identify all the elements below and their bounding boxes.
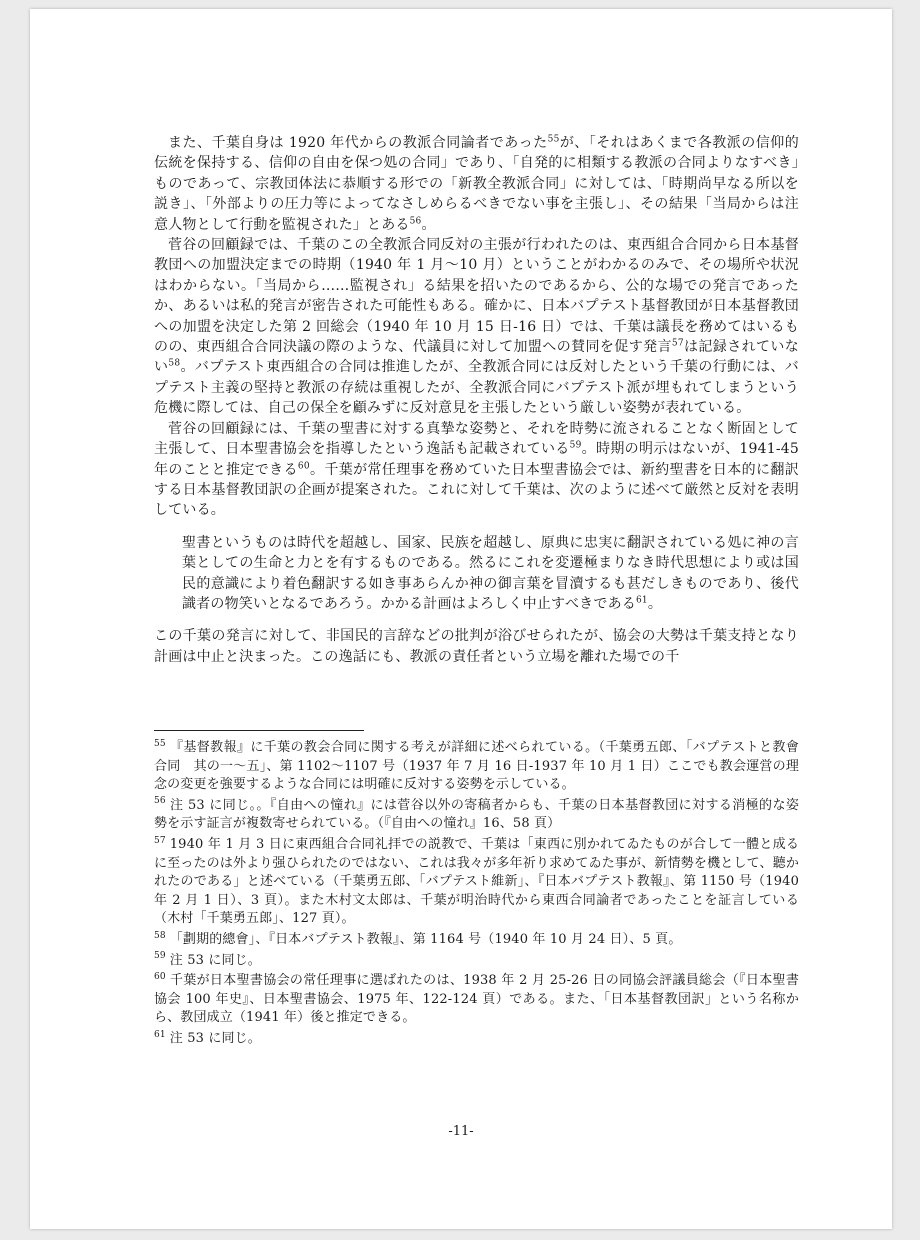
footnote-ref-56[interactable]: 56 bbox=[409, 215, 422, 226]
footnote-55 bbox=[154, 739, 799, 795]
document-page bbox=[30, 9, 892, 1229]
footnote-number: 56 bbox=[154, 796, 166, 807]
footnote-number: 60 bbox=[154, 971, 166, 982]
footnote-61 bbox=[154, 1030, 799, 1049]
footnote-58 bbox=[154, 931, 799, 950]
page-number: -11- bbox=[448, 1124, 474, 1139]
body-text bbox=[154, 133, 799, 667]
footnote-text: 注 53 に同じ。 bbox=[169, 952, 261, 968]
paragraph-3 bbox=[154, 419, 799, 521]
text-run: 聖書というものは時代を超越し、国家、民族を超越し、原典に忠実に翻訳されている処に神の言葉としての生命と力とを有するものである。然るにこれを変遷極まりなき時代思想により或は国民的意識により着色翻訳する如き事あらんか神の御言葉を冒瀆するも甚だしきものであり、後代識者の物笑いとなるであろう。かかる計画はよろしく中止すべきである bbox=[182, 534, 799, 612]
footnote-text: 『基督教報』に千葉の教会合同に関する考えが詳細に述べられている。（千葉勇五郎、「バプテストと教會合同 其の一～五」、第 1102～1107 号（1937 年 7 月 16 日-1937 年 10 月 1 日）ここでも教会運営の理念の変更を強要するような合同には明確に反対する姿勢を示している。 bbox=[154, 740, 799, 793]
footnote-number: 59 bbox=[154, 951, 166, 962]
footnote-ref-59[interactable]: 59 bbox=[569, 440, 582, 451]
text-run: 菅谷の回顧録では、千葉のこの全教派合同反対の主張が行われたのは、東西組合合同から日本基督教団への加盟決定までの時期（1940 年 1 月～10 月）ということがわかるのみで、その場所や状況はわからない。「当局から……監視され」る結果を招いたのであるから、公的な場での発言であったか、あるいは私的発言が密告された可能性もある。確かに、日本バプテスト基督教団が日本基督教団への加盟を決定した第 2 回総会（1940 年 10 月 15 日-16 日）では、千葉は議長を務めてはいるものの、東西組合合同決議の際のような、代議員に対して加盟への賛同を促す発言 bbox=[154, 237, 799, 356]
text-run: 。バプテスト東西組合の合同は推進したが、全教派合同には反対したという千葉の行動には、バプテスト主義の堅持と教派の存続は重視したが、全教派合同にバプテスト派が埋もれてしまうという危機に際しては、自己の保全を顧みずに反対意見を主張したという厳しい姿勢が表れている。 bbox=[154, 359, 799, 417]
text-run: また、千葉自身は 1920 年代からの教派合同論者であった bbox=[168, 135, 548, 151]
footnote-ref-61[interactable]: 61 bbox=[635, 595, 648, 606]
text-run: 。千葉が常任理事を務めていた日本聖書協会では、新約聖書を日本的に翻訳する日本基督教団訳の企画が提案された。これに対して千葉は、次のように述べて厳然と反対を表明している。 bbox=[154, 461, 799, 519]
text-run: 菅谷の回顧録には、千葉の聖書に対する真摯な姿勢と、それを時勢に流されることなく断固として主張して、日本聖書協会を指導したという逸話も記載されている bbox=[154, 420, 799, 458]
block-quote bbox=[182, 533, 799, 615]
footnote-number: 55 bbox=[154, 738, 166, 749]
footnotes bbox=[154, 739, 799, 1051]
footnote-number: 58 bbox=[154, 930, 166, 941]
footnote-text: 千葉が日本聖書協会の常任理事に選ばれたのは、1938 年 2 月 25-26 日の同協会評議員総会（『日本聖書協会 100 年史』、日本聖書協会、1975 年、122-124 頁）である。また、「日本基督教団訳」という名称から、教団成立（1941 年）後と推定できる。 bbox=[154, 973, 799, 1026]
text-run: 。 bbox=[647, 595, 663, 612]
footnote-ref-58[interactable]: 58 bbox=[168, 358, 181, 369]
footnote-separator bbox=[154, 730, 364, 731]
paragraph-4: この千葉の発言に対して、非国民的言辞などの批判が浴びせられたが、協会の大勢は千葉支持となり計画は中止と決まった。この逸話にも、教派の責任者という立場を離れた場での千 bbox=[154, 628, 799, 665]
footnote-56 bbox=[154, 797, 799, 834]
text-run: 。 bbox=[421, 216, 436, 233]
footnote-text: 注 53 に同じ。。『自由への憧れ』には菅谷以外の寄稿者からも、千葉の日本基督教団に対する消極的な姿勢を示す証言が複数寄せられている。（『自由への憧れ』16、58 頁） bbox=[154, 797, 799, 832]
paragraph-2 bbox=[154, 235, 799, 419]
paragraph-1 bbox=[154, 133, 799, 235]
footnote-59 bbox=[154, 952, 799, 971]
text-run: は記録されていない bbox=[154, 339, 799, 376]
footnote-60 bbox=[154, 972, 799, 1028]
footnote-ref-57[interactable]: 57 bbox=[671, 338, 684, 349]
text-run: が、「それはあくまで各教派の信仰的伝統を保持する、信仰の自由を保つ処の合同」であり、「自発的に相類する教派の合同よりなすべき」ものであって、宗教団体法に恭順する形での「新教全教派合同」に対しては、「時期尚早なる所以を説き」、「外部よりの圧力等によってなさしめらるべきでない事を主張し」、その結果「当局からは注意人物として行動を監視された」とある bbox=[154, 135, 799, 233]
footnote-number: 57 bbox=[154, 835, 166, 846]
footnote-text: 注 53 に同じ。 bbox=[169, 1030, 261, 1046]
footnote-text: 1940 年 1 月 3 日に東西組合合同礼拝での説教で、千葉は「東西に別かれてゐたものが合して一體と成るに至ったのは外より强ひられたのではない、これは我々が多年祈り求めてゐた事が、新情勢を機として、聽かれたのである」と述べている（千葉勇五郎、「バプテスト維新」、『日本バプテスト教報』、第 1150 号（1940 年 2 月 1 日）、3 頁）。また木村文太郎は、千葉が明治時代から東西合同論者であったことを証言している（木村「千葉勇五郎」、127 頁）。 bbox=[154, 836, 799, 927]
footnote-ref-60[interactable]: 60 bbox=[297, 460, 310, 471]
footnote-number: 61 bbox=[154, 1029, 166, 1040]
footnote-57 bbox=[154, 836, 799, 929]
text-run: 。時期の明示はないが、1941-45 年のことと推定できる bbox=[154, 441, 799, 478]
footnote-text: 「劃期的總會」、『日本バプテスト教報』、第 1164 号（1940 年 10 月 24 日）、5 頁。 bbox=[169, 931, 682, 947]
footnote-ref-55[interactable]: 55 bbox=[547, 134, 560, 145]
